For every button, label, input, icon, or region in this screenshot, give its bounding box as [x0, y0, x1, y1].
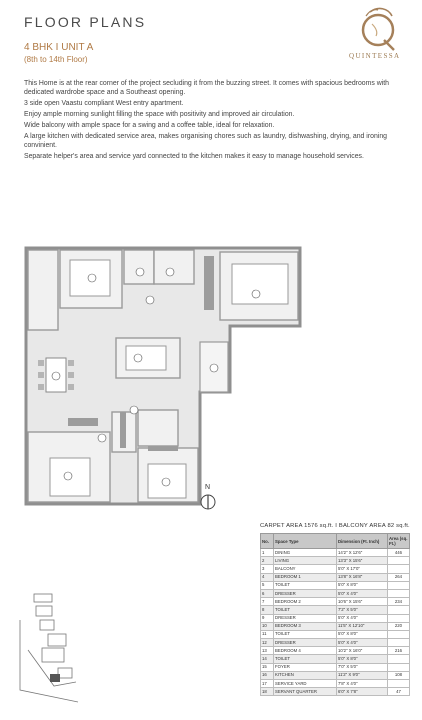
table-cell — [388, 614, 410, 622]
table-cell: 446 — [388, 549, 410, 557]
table-row — [261, 671, 410, 679]
table-cell: BEDROOM 2 — [274, 598, 337, 606]
table-cell: 10 — [261, 622, 274, 630]
table-cell: 3 — [261, 565, 274, 573]
table-cell: 13'8" X 16'8" — [337, 573, 388, 581]
table-cell — [388, 639, 410, 647]
description-paragraph: 3 side open Vaastu compliant West entry apartment. — [24, 100, 184, 107]
table-cell — [388, 655, 410, 663]
table-row — [261, 565, 410, 573]
table-cell: 18 — [261, 688, 274, 696]
floor-range: (8th to 14th Floor) — [24, 55, 88, 64]
table-cell: 14'2" X 12'6" — [337, 549, 388, 557]
key-plan-drawing — [14, 590, 92, 706]
table-cell — [388, 565, 410, 573]
table-cell: 5'0" X 17'0" — [337, 565, 388, 573]
table-cell: 2 — [261, 557, 274, 565]
table-cell: 11'2" X 9'0" — [337, 671, 388, 679]
table-cell: TOILET — [274, 581, 337, 589]
table-cell: DINING — [274, 549, 337, 557]
table-cell: TOILET — [274, 630, 337, 638]
table-row — [261, 655, 410, 663]
description-paragraph: A large kitchen with dedicated service area, makes organising chores such as laundry, dishwashing, drying, and ironing convinient. — [24, 133, 387, 149]
table-cell: 5'0" X 4'0" — [337, 639, 388, 647]
table-cell: 16 — [261, 671, 274, 679]
table-cell: 10'6" X 15'6" — [337, 598, 388, 606]
table-cell: SERVANT QUARTER — [274, 688, 337, 696]
table-row — [261, 614, 410, 622]
unit-description — [24, 79, 400, 163]
space-table — [260, 533, 410, 696]
table-row — [261, 630, 410, 638]
column-header: No. — [261, 534, 274, 549]
table-cell: 13 — [261, 647, 274, 655]
table-row — [261, 589, 410, 597]
table-cell: 7 — [261, 598, 274, 606]
table-cell: DRESSER — [274, 614, 337, 622]
table-cell: 6 — [261, 589, 274, 597]
table-row — [261, 639, 410, 647]
table-cell — [388, 557, 410, 565]
brand-name: QUINTESSA — [349, 52, 401, 60]
table-cell: 7'0" X 5'0" — [337, 663, 388, 671]
column-header: Area (sq. Ft.) — [388, 534, 410, 549]
table-cell: DRESSER — [274, 589, 337, 597]
table-row — [261, 549, 410, 557]
table-cell — [388, 663, 410, 671]
table-row — [261, 557, 410, 565]
page-title: FLOOR PLANS — [24, 14, 147, 30]
table-cell: 216 — [388, 647, 410, 655]
table-cell — [388, 630, 410, 638]
table-cell: BEDROOM 4 — [274, 647, 337, 655]
table-cell: 17 — [261, 680, 274, 688]
table-cell — [388, 606, 410, 614]
table-cell: 12 — [261, 639, 274, 647]
description-paragraph: Wide balcony with ample space for a swing and a coffee table, ideal for relaxation. — [24, 122, 275, 129]
table-cell: BEDROOM 1 — [274, 573, 337, 581]
column-header: Dimension (Ft. Inch) — [337, 534, 388, 549]
table-cell: KITCHEN — [274, 671, 337, 679]
table-cell: 47 — [388, 688, 410, 696]
table-cell: BALCONY — [274, 565, 337, 573]
description-paragraph: Enjoy ample morning sunlight filling the space with positivity and improved air circulation. — [24, 111, 295, 118]
table-cell: 4 — [261, 573, 274, 581]
table-row — [261, 573, 410, 581]
table-cell: 15 — [261, 663, 274, 671]
carpet-area-summary: CARPET AREA 1576 sq.ft. I BALCONY AREA 82 sq.ft. — [260, 523, 410, 529]
table-cell: 6'0" X 7'8" — [337, 688, 388, 696]
floor-plan-drawing — [20, 242, 330, 514]
unit-heading: 4 BHK I UNIT A — [24, 42, 94, 53]
table-cell: SERVICE YARD — [274, 680, 337, 688]
table-cell: 5 — [261, 581, 274, 589]
table-cell: 234 — [388, 598, 410, 606]
table-cell: 14 — [261, 655, 274, 663]
table-cell: DRESSER — [274, 639, 337, 647]
table-cell: 7'2" X 5'0" — [337, 606, 388, 614]
table-row — [261, 598, 410, 606]
column-header: Space Type — [274, 534, 337, 549]
north-label: N — [205, 484, 211, 491]
table-cell: 9 — [261, 614, 274, 622]
table-row — [261, 647, 410, 655]
table-row — [261, 622, 410, 630]
table-cell: FOYER — [274, 663, 337, 671]
table-cell — [388, 581, 410, 589]
description-paragraph: Separate helper's area and service yard connected to the kitchen makes it easy to manage household services. — [24, 153, 364, 160]
table-cell: TOILET — [274, 606, 337, 614]
table-cell: 11 — [261, 630, 274, 638]
table-cell: 13'3" X 15'6" — [337, 557, 388, 565]
table-cell: TOILET — [274, 655, 337, 663]
table-row — [261, 606, 410, 614]
table-row — [261, 663, 410, 671]
table-cell: 5'0" X 8'0" — [337, 581, 388, 589]
description-paragraph: This Home is at the rear corner of the project secluding it from the buzzing street. It comes with spacious bedrooms with dedicated wardrobe space and a Southeast opening. — [24, 80, 389, 96]
table-cell: 10'2" X 16'0" — [337, 647, 388, 655]
table-cell: 108 — [388, 671, 410, 679]
table-cell: 264 — [388, 573, 410, 581]
table-cell: 8 — [261, 606, 274, 614]
table-cell — [388, 589, 410, 597]
table-row — [261, 688, 410, 696]
table-cell: 7'8" X 4'0" — [337, 680, 388, 688]
table-cell: 220 — [388, 622, 410, 630]
table-cell: BEDROOM 3 — [274, 622, 337, 630]
table-cell — [388, 680, 410, 688]
table-cell: 1 — [261, 549, 274, 557]
table-cell: 5'0" X 4'0" — [337, 589, 388, 597]
table-row — [261, 680, 410, 688]
table-cell: LIVING — [274, 557, 337, 565]
table-cell: 11'5" X 12'10" — [337, 622, 388, 630]
table-row — [261, 581, 410, 589]
table-cell: 5'0" X 4'0" — [337, 614, 388, 622]
table-cell: 5'0" X 8'0" — [337, 655, 388, 663]
table-cell: 5'0" X 8'0" — [337, 630, 388, 638]
